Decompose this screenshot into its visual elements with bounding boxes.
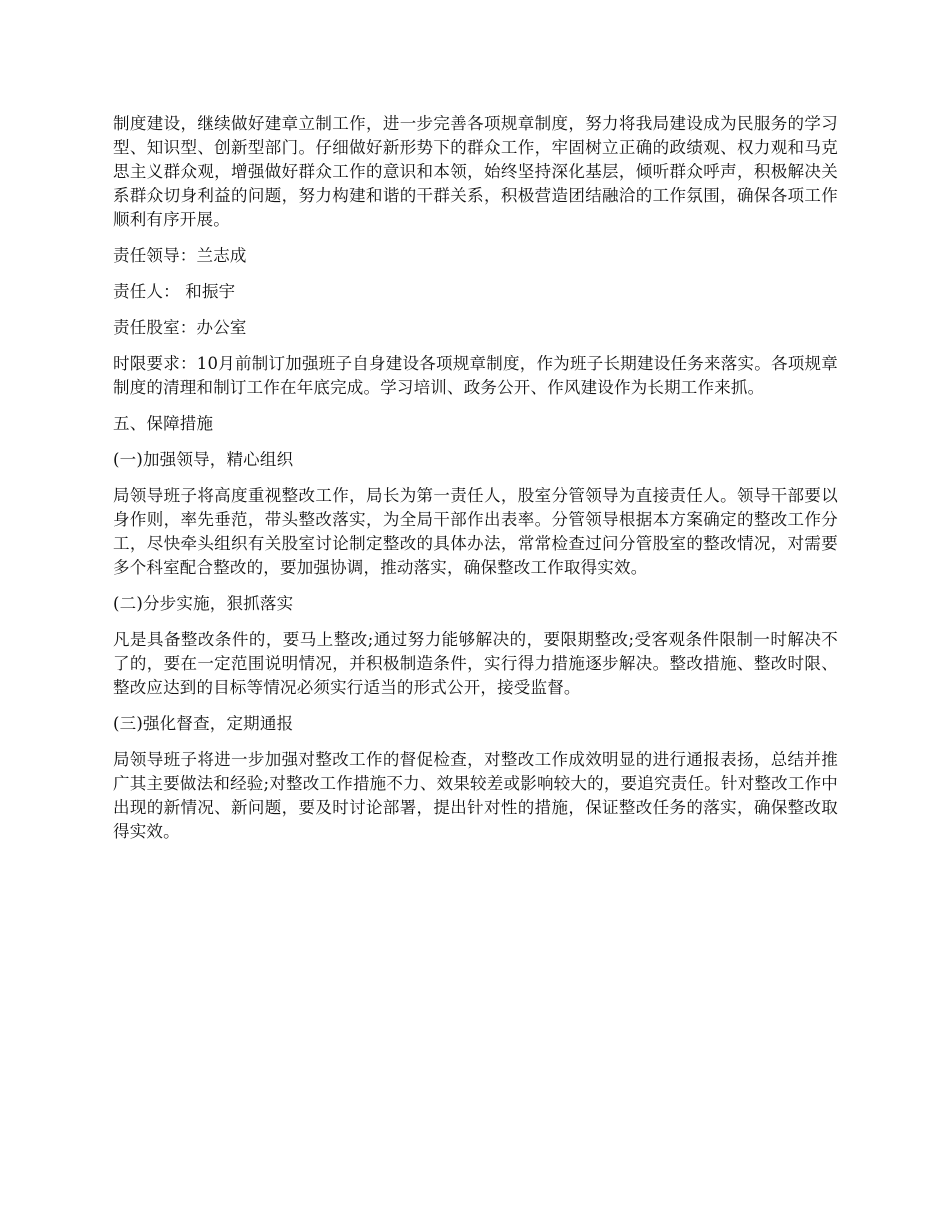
paragraph-supervision: 局领导班子将进一步加强对整改工作的督促检查，对整改工作成效明显的进行通报表扬，总结并推广其主要做法和经验;对整改工作措施不力、效果较差或影响较大的，要追究责任。针对整改工作中出现的新情况、新问题，要及时讨论部署，提出针对性的措施，保证整改任务的落实，确保整改取得实效。 (113, 750, 838, 841)
subheading-supervision: (三)强化督查，定期通报 (113, 714, 294, 733)
subheading-leadership: (一)加强领导，精心组织 (113, 450, 294, 469)
document-page (113, 112, 838, 856)
time-requirement: 时限要求：10月前制订加强班子自身建设各项规章制度，作为班子长期建设任务来落实。各项规章制度的清理和制订工作在年底完成。学习培训、政务公开、作风建设作为长期工作来抓。 (113, 354, 838, 397)
responsible-person: 责任人： 和振宇 (113, 282, 236, 301)
responsible-leader: 责任领导：兰志成 (113, 246, 247, 265)
paragraph-leadership: 局领导班子将高度重视整改工作，局长为第一责任人，股室分管领导为直接责任人。领导干部要以身作则，率先垂范，带头整改落实，为全局干部作出表率。分管领导根据本方案确定的整改工作分工，尽快牵头组织有关股室讨论制定整改的具体办法，常常检查过问分管股室的整改情况，对需要多个科室配合整改的，要加强协调，推动落实，确保整改工作取得实效。 (113, 486, 838, 577)
paragraph-implementation: 凡是具备整改条件的，要马上整改;通过努力能够解决的，要限期整改;受客观条件限制一时解决不了的，要在一定范围说明情况，并积极制造条件，实行得力措施逐步解决。整改措施、整改时限、整改应达到的目标等情况必须实行适当的形式公开，接受监督。 (113, 630, 838, 697)
paragraph-intro: 制度建设，继续做好建章立制工作，进一步完善各项规章制度，努力将我局建设成为民服务的学习型、知识型、创新型部门。仔细做好新形势下的群众工作，牢固树立正确的政绩观、权力观和马克思主义群众观，增强做好群众工作的意识和本领，始终坚持深化基层，倾听群众呼声，积极解决关系群众切身利益的问题，努力构建和谐的干群关系，积极营造团结融洽的工作氛围，确保各项工作顺利有序开展。 (113, 114, 838, 229)
subheading-implementation: (二)分步实施，狠抓落实 (113, 594, 294, 613)
section-heading-safeguards: 五、保障措施 (113, 414, 214, 433)
responsible-office: 责任股室：办公室 (113, 318, 247, 337)
